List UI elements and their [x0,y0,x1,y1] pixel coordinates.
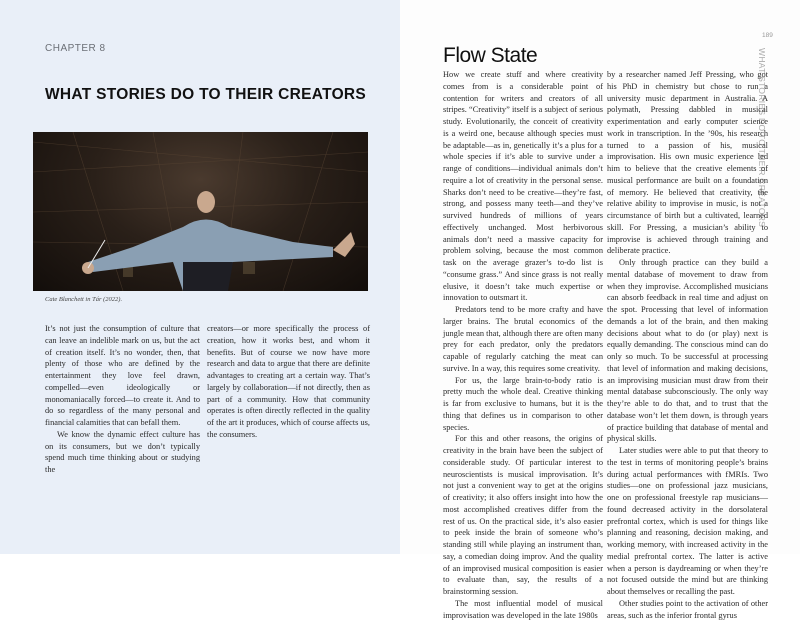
page-number: 189 [762,32,773,39]
running-header: WHAT STORIES DO TO THEIR CREATORS [757,48,767,228]
paragraph: For this and other reasons, the origins of creativity in the brain have been the subject of considerable study. Of particular interest to neuroscientists is musical improvisation. It’s not just a convenient way to get at the origins of creativity; it also offers insight into how the most accomplished creatives differ from the rest of us. On the practical side, it’s also easier to peek inside the brain of someone who’s standing still while playing an instrument than, say, a comedian doing improv. And the quality of an improvised musical composition is easier to evaluate than, say, the results of a brainstorming session. [443,434,603,596]
chapter-label: CHAPTER 8 [45,43,106,54]
paragraph: Predators tend to be more crafty and have larger brains. The brutal economics of the jungle mean that, although there are often many prey for each predator, only the predators capable of regularly catching the meat can survive. In a way, this requires some creativity. [443,305,603,373]
left-page [0,0,400,554]
paragraph: For us, the large brain-to-body ratio is pretty much the whole deal. Creative thinking is far from exclusive to humans, but it is the thing that defines us in comparison to other species. [443,375,603,432]
paragraph: We know the dynamic effect culture has on its consumers, but we don’t typically spend much time thinking about or studying the [45,429,200,474]
conductor-photo [33,132,368,291]
paragraph: Only through practice can they build a mental database of movement to draw from when they improvise. Accomplished musicians can absorb feedback in real time and adjust on the spot. Processing that level of information demands a lot of the brain, and then making decisions about what to do (or play) next is equally demanding. The conscious mind can do only so much. To be successful at processing that level of information and making decisions, an improvising musician must draw from their mental database subconsciously. The only way they’re able to do that, and to trust that the database won’t let them down, is through years of practice building that database of mental and physical skills. [607,258,768,444]
body-column-left-2 [207,323,370,441]
photo-caption: Cate Blanchett in Tár (2022). [45,296,123,303]
paragraph: Other studies point to the activation of other areas, such as the inferior frontal gyrus [607,598,768,620]
paragraph: Later studies were able to put that theory to the test in terms of monitoring people’s brains during actual performances with fMRIs. Two studies—one on professional jazz musicians, one on professional freestyle rap musicians—found decreased activity in the dorsolateral prefrontal cortex, which is used for things like planning and reasoning, decision making, and working memory, with increased activity in the medial prefrontal cortex. The latter is active when a person is daydreaming or when they’re not focused outside the mind but are thinking about themselves or recalling the past. [607,446,768,596]
paragraph: It’s not just the consumption of culture that can leave an indelible mark on us, but the act of creation itself. It’s no wonder, then, that plenty of those who are defined by the entertainment they love feel drawn, compelled—even ideologically or monomaniacally forced—to create it. And to do so regardless of the many personal and financial calamities that can befall them. [45,324,200,427]
paragraph: How we create stuff and where creativity comes from is a considerable point of contention for writers and creators of all stripes. “Creativity” itself is a subject of serious study. Evolutionarily, the conceit of creativity is a weird one, because although species must be adaptable—as in, genetically it’s a plus for a whole species if it’s able to survive under a range of conditions—individual animals don’t require a lot of creativity in the personal sense. Sharks don’t need to be creative—they’re fast, strong, and possess many teeth—and they’ve survived hundreds of millions of years effectively unchanged. Most herbivorous animals don’t need a massive capacity for problem solving, because the most common task on the average grazer’s to-do list is “consume grass.” And since grass is not really elusive, it doesn’t take much expertise or innovation to outsmart it. [443,70,603,303]
section-title: Flow State [443,44,538,67]
chapter-title: WHAT STORIES DO TO THEIR CREATORS [45,86,367,103]
paragraph: by a researcher named Jeff Pressing, who got his PhD in chemistry but chose to run a university music department in Australia. A polymath, Pressing dabbled in musical experimentation and early computer science work in transcription. In the ’90s, his research turned to a passion of his, musical improvisation. His own music experience led him to believe that the creative elements of musical performance are built on a foundation of memory. He believed that creativity, the relative ability to improvise in music, is not a circumstance of birth but a cultivated, learned skill. For Pressing, a musician’s ability to improvise is achieved through training and deliberate practice. [607,70,768,256]
paragraph: creators—or more specifically the process of creation, how it works best, and whom it benefits. But of course we now have more research and data to argue that there are definite advantages to creating art a certain way. That’s largely by collaboration—if not directly, then as part of a community. How that community operates is often directly reflected in the quality of the art it produces, which of course affects us, the consumers. [207,324,370,439]
body-column-right-1 [443,69,603,621]
paragraph: The most influential model of musical improvisation was developed in the late 1980s [443,598,603,620]
body-column-right-2 [607,69,768,621]
body-column-left-1 [45,323,200,476]
